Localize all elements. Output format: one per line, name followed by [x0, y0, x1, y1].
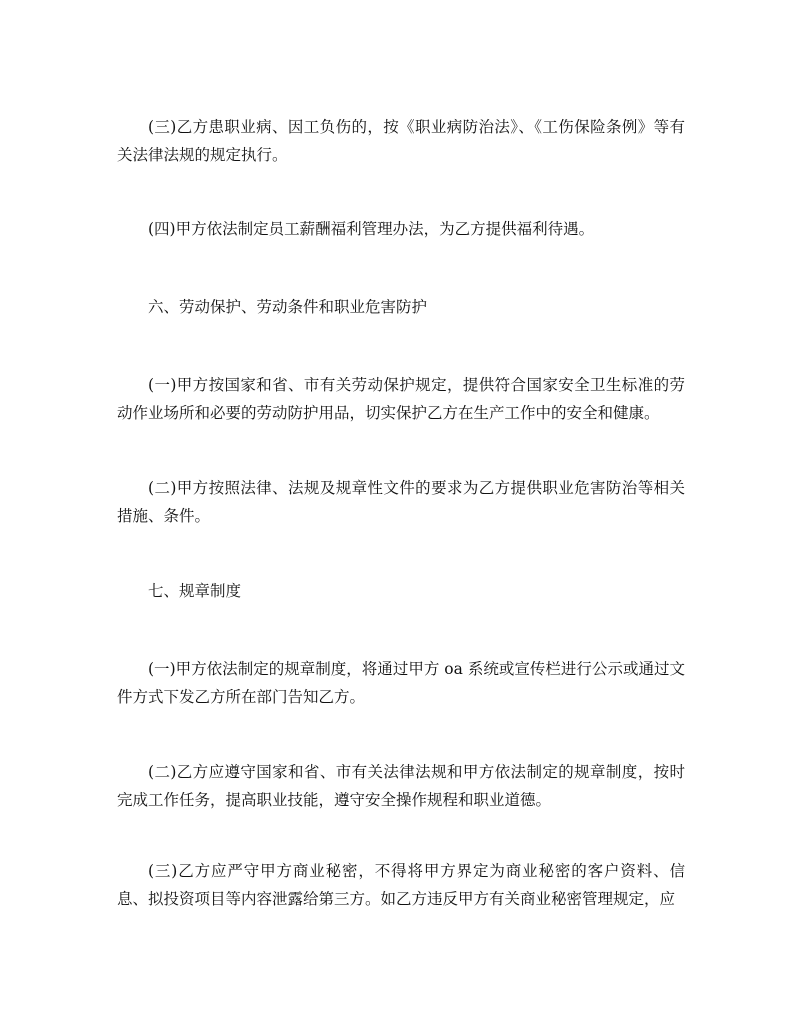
paragraph-rules-3: (三)乙方应严守甲方商业秘密，不得将甲方界定为商业秘密的客户资料、信息、拟投资项目等内容泄露给第三方。如乙方违反甲方有关商业秘密管理规定，应: [117, 862, 685, 908]
paragraph-rules-2: (二)乙方应遵守国家和省、市有关法律法规和甲方依法制定的规章制度，按时完成工作任务，提高职业技能，遵守安全操作规程和职业道德。: [117, 763, 685, 809]
section-heading-labor-protection: 六、劳动保护、劳动条件和职业危害防护: [148, 298, 428, 316]
paragraph-labor-protection-2: (二)甲方按照法律、法规及规章性文件的要求为乙方提供职业危害防治等相关措施、条件。: [117, 479, 685, 525]
paragraph-welfare: (四)甲方依法制定员工薪酬福利管理办法，为乙方提供福利待遇。: [148, 220, 595, 238]
paragraph-labor-protection-1: (一)甲方按国家和省、市有关劳动保护规定，提供符合国家安全卫生标准的劳动作业场所和必要的劳动防护用品，切实保护乙方在生产工作中的安全和健康。: [117, 376, 685, 422]
section-heading-rules: 七、规章制度: [148, 582, 242, 600]
paragraph-rules-1: (一)甲方依法制定的规章制度，将通过甲方 oa 系统或宣传栏进行公示或通过文件方式下发乙方所在部门告知乙方。: [117, 660, 685, 706]
paragraph-occupational-disease: (三)乙方患职业病、因工负伤的，按《职业病防治法》、《工伤保险条例》等有关法律法规的规定执行。: [117, 118, 685, 164]
